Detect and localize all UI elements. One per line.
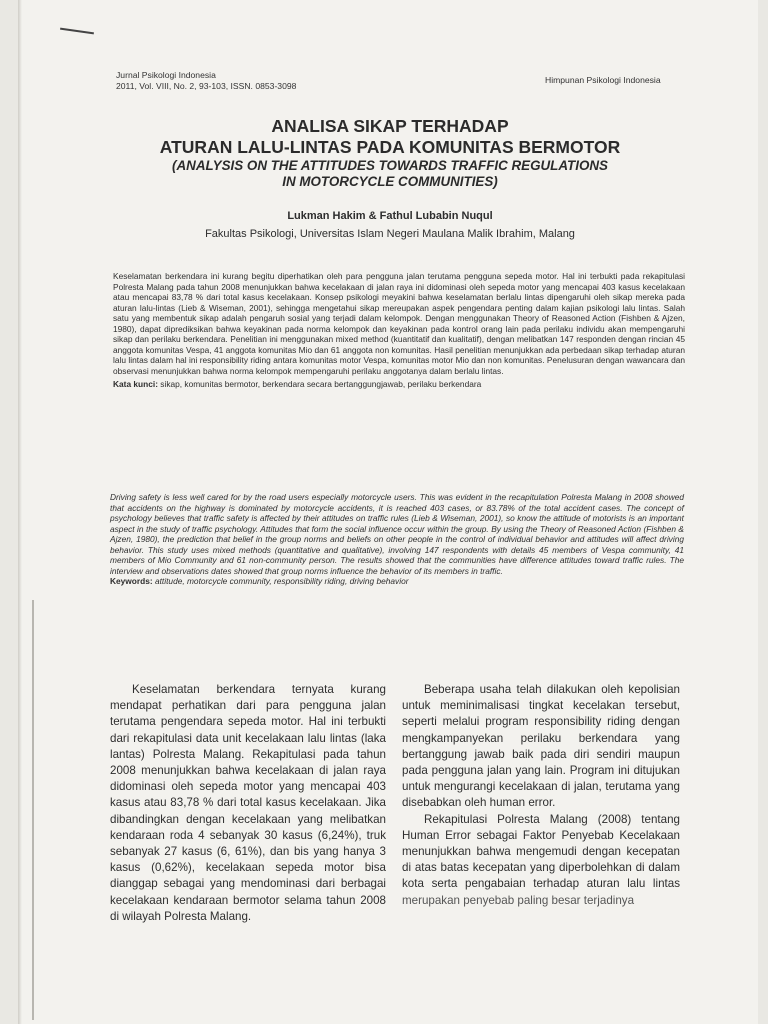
- journal-header: [116, 70, 296, 92]
- keywords-indonesian: [113, 379, 685, 390]
- publisher-name: Himpunan Psikologi Indonesia: [545, 75, 661, 85]
- authors: Lukman Hakim & Fathul Lubabin Nuqul: [287, 210, 493, 222]
- abstract-english: [110, 492, 684, 587]
- abstract-indonesian-text: Keselamatan berkendara ini kurang begitu diperhatikan oleh para pengguna jalan terutama pengguna sepeda motor. Hal ini terbukti pada rekapitulasi Polresta Malang pada tahun 2008 menunjukkan bahwa kecelakaan di jalan raya ini didominasi oleh sepeda motor yang mencapai 403 kasus kecelakaan atau mencapai 83,78 % dari total kasus kecelakaan. Konsep psikologi meyakini bahwa keselamatan berlalu lintas dipengaruhi oleh sikap mereka pada aturan lalu-lintas (Lieb & Wiseman, 2001), sehingga mengetahui sikap mereupakan aspek pengendara penting dalam kajian psikologi lalu lintas. Salah satu yang membentuk sikap adalah pengaruh sosial yang terjadi dalam kelompok. Dengan menggunakan Theory of Reasoned Action (Fishben & Ajzen, 1980), dapat diprediksikan bahwa keyakinan pada norma kelompok dan keyakinan pada kontrol orang lain pada perilaku individu akan mempengaruhi sikap dan perilaku berkendara. Penelitian ini menggunakan mixed method (kuantitatif dan kualitatif), dengan melibatkan 147 responden dengan rincian 45 anggota komunitas Vespa, 41 anggota komunitas Mio dan 61 anggota non komunitas. Hasil penelitian menunjukkan ada perbedaan sikap terhadap aturan lalu lintas dalam hal ini responsibility riding antara komunitas motor Vespa, komunitas motor Mio dan non komunitas. Penelusuran dengan wawancara dan observasi menunjukkan bahwa norma kelompok mempengaruhi perilaku anggotanya dalam berlalu lintas.: [113, 271, 685, 376]
- body-column-left: [110, 682, 386, 925]
- body-column-right: [402, 682, 680, 909]
- scan-edge: [18, 0, 22, 1024]
- abstract-indonesian: [113, 271, 685, 390]
- journal-issue: 2011, Vol. VIII, No. 2, 93-103, ISSN. 0853-3098: [116, 81, 297, 91]
- title-line-4: IN MOTORCYCLE COMMUNITIES): [282, 174, 498, 189]
- body-paragraph: Beberapa usaha telah dilakukan oleh kepolisian untuk meminimalisasi tingkat kecelakan tersebut, seperti melalui program responsibility riding dengan mengkampanyekan perilaku berkendara yang bertanggung jawab baik pada diri sendiri maupun pada pengguna jalan yang lain. Program ini ditujukan untuk mengurangi kecelakaan di jalan, terutama yang disebabkan oleh human error.: [402, 683, 680, 810]
- title-line-1: ANALISA SIKAP TERHADAP: [271, 116, 509, 136]
- binder-line: [32, 600, 34, 1020]
- keywords-indonesian-values: sikap, komunitas bermotor, berkendara secara bertanggungjawab, perilaku berkendara: [157, 379, 482, 389]
- keywords-indonesian-label: Kata kunci:: [113, 379, 158, 389]
- keywords-english-values: attitude, motorcycle community, responsibility riding, driving behavior: [152, 576, 409, 586]
- keywords-english-label: Keywords:: [110, 576, 153, 586]
- title-block: [100, 116, 680, 190]
- affiliation: Fakultas Psikologi, Universitas Islam Negeri Maulana Malik Ibrahim, Malang: [205, 228, 575, 240]
- abstract-english-text: Driving safety is less well cared for by the road users especially motorcycle users. This was evident in the recapitulation Polresta Malang in 2008 showed that accidents on the highway is dominated by motorcycle accidents, it is reached 403 cases, or 83.78% of the total accident cases. The concept of psychology believes that traffic safety is affected by their attitudes on traffic rules (Lieb & Wiseman, 2001), so know the attitude of motorists is an important aspect in the study of traffic psychology. Attitudes that form the social influence occur within the group. By using the Theory of Reasoned Action (Fishben & Ajzen, 1980), the prediction that belief in the group norms and beliefs on other people in the control of individual behavior and attitudes will affect driving behavior. This study uses mixed methods (quantitative and qualitative), involving 147 respondents with details 45 members of Vespa community, 41 members of Mio Community and 61 non-community person. The results showed that the communities have difference attitudes toward traffic rules. The interview and observations dates showed that group norms influence the behavior of its members in traffic.: [110, 492, 684, 576]
- title-line-3: (ANALYSIS ON THE ATTITUDES TOWARDS TRAFFIC REGULATIONS: [172, 158, 608, 173]
- body-paragraph: Keselamatan berkendara ternyata kurang mendapat perhatikan dari para pengguna jalan terutama pengendara sepeda motor. Hal ini terbukti dari rekapitulasi data unit kecelakaan lalu lintas (laka lantas) Polresta Malang. Rekapitulasi pada tahun 2008 menunjukkan bahwa kecelakaan di jalan raya didominasi oleh sepeda motor yang mencapai 403 kasus atau 83,78 % dari total kasus kecelakaan. Jika dibandingkan dengan kecelakaan yang melibatkan kendaraan roda 4 sebanyak 30 kasus (6,24%), truk sebanyak 27 kasus (6, 61%), dan bis yang hanya 3 kasus (0,62%), kecelakaan sepeda motor bisa dianggap sebagai yang mendominasi dari berbagai kecelakaan kendaraan bermotor selama tahun 2008 di wilayah Polresta Malang.: [110, 683, 386, 923]
- body-paragraph-tail: merupakan penyebab paling besar terjadinya: [402, 893, 635, 907]
- journal-name: Jurnal Psikologi Indonesia: [116, 70, 216, 80]
- keywords-english: [110, 576, 684, 587]
- body-paragraph: [402, 812, 680, 909]
- title-line-2: ATURAN LALU-LINTAS PADA KOMUNITAS BERMOTOR: [159, 137, 621, 157]
- body-paragraph-text: Rekapitulasi Polresta Malang (2008) tentang Human Error sebagai Faktor Penyebab Kecelakaan menunjukkan bahwa mengemudi dengan kecepatan di atas batas kecepatan yang diperbolehkan di dalam kota serta pengabaian terhadap aturan lalu lintas: [402, 812, 680, 891]
